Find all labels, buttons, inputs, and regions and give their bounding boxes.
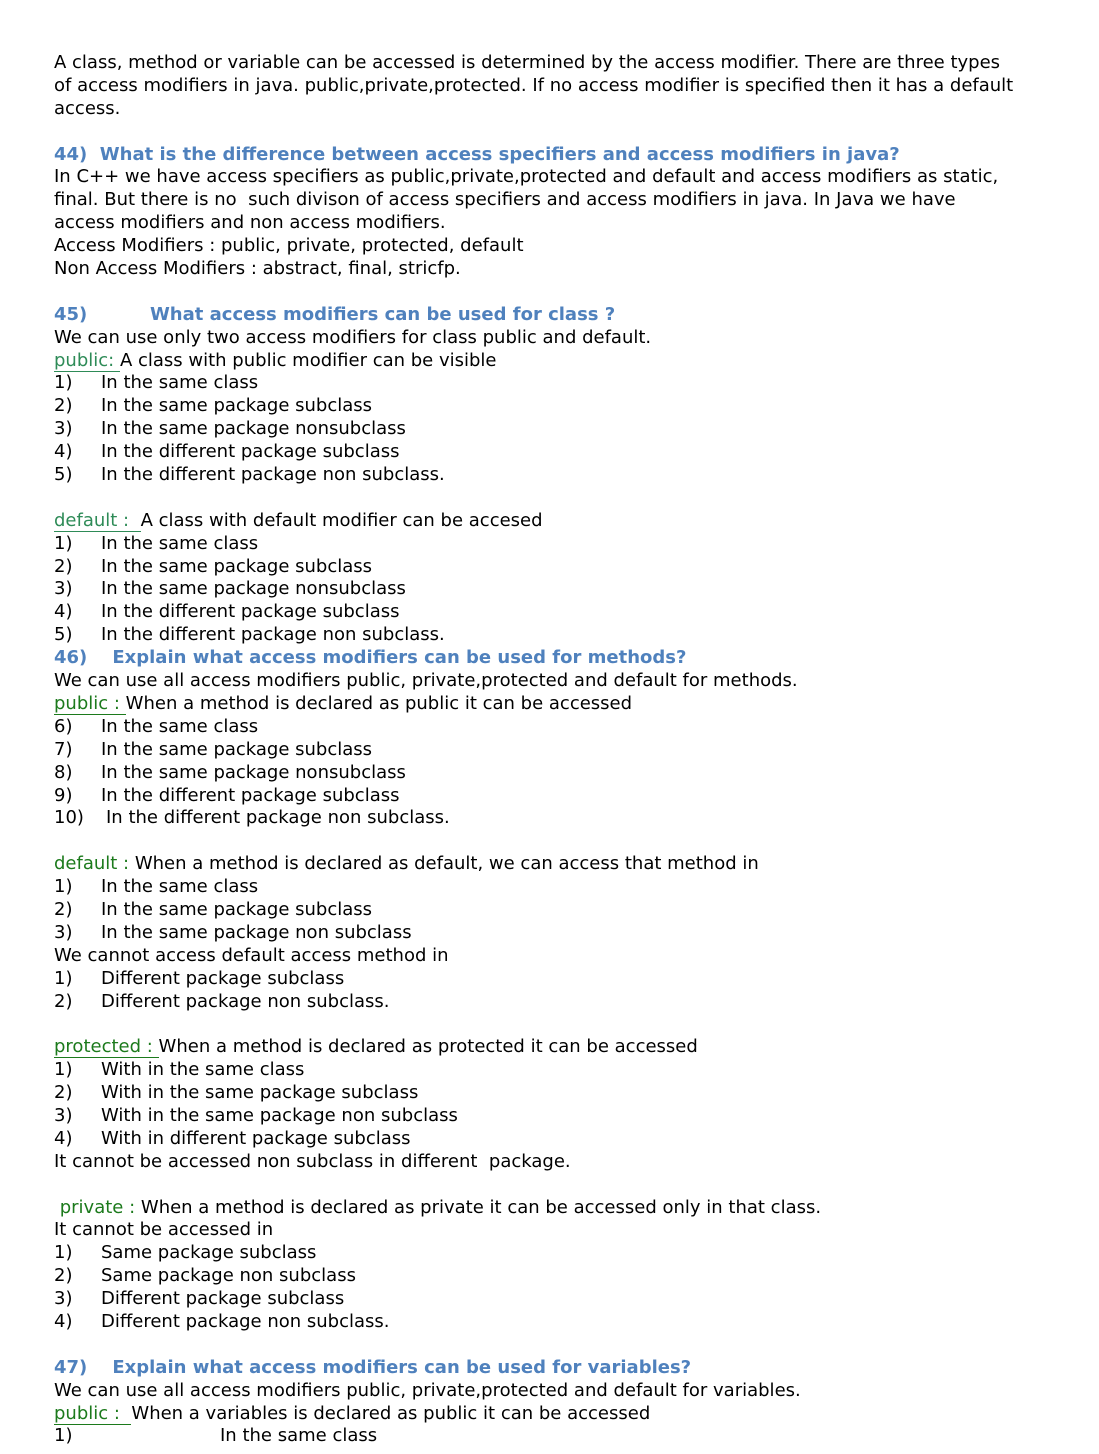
document-page: [54, 52, 1064, 1448]
list-item: 9) In the different package subclass: [54, 784, 400, 806]
modifier-line: [54, 693, 1064, 716]
modifier-description: When a method is declared as private it can be accessed only in that class.: [140, 1196, 822, 1218]
list-item: 3) In the same package non subclass: [54, 921, 412, 943]
question-44-heading: 44) What is the difference between access specifiers and access modifiers in java?: [54, 143, 900, 165]
list-item: 5) In the different package non subclass.: [54, 624, 445, 646]
modifier-description: A class with public modifier can be visible: [119, 349, 497, 371]
answer-line: access modifiers and non access modifiers.: [54, 212, 446, 234]
list-item: 7) In the same package subclass: [54, 738, 373, 760]
modifier-line: [54, 510, 1064, 533]
list-item: 5) In the different package non subclass.: [54, 464, 445, 486]
list-item: 3) Different package subclass: [54, 1288, 345, 1310]
question-45-heading: 45) What access modifiers can be used for class ?: [54, 303, 616, 325]
public-keyword: public:: [54, 349, 120, 371]
answer-line: We cannot access default access method in: [54, 944, 449, 966]
answer-line: Non Access Modifiers : abstract, final, stricfp.: [54, 258, 461, 280]
intro-line: A class, method or variable can be accessed is determined by the access modifier. There are three types: [54, 52, 1001, 73]
intro-line: access.: [54, 97, 121, 119]
private-keyword: private :: [59, 1196, 141, 1218]
list-item: 8) In the same package nonsubclass: [54, 761, 406, 783]
answer-line: We can use all access modifiers public, private,protected and default for methods.: [54, 670, 798, 692]
list-item: 1) In the same class: [54, 876, 259, 898]
list-item: 4) With in different package subclass: [54, 1127, 411, 1149]
modifier-description: When a method is declared as default, we can access that method in: [134, 853, 759, 875]
answer-line: It cannot be accessed in: [54, 1219, 274, 1241]
modifier-description: When a method is declared as public it can be accessed: [125, 692, 633, 714]
answer-line: We can use all access modifiers public, private,protected and default for variables.: [54, 1379, 801, 1401]
modifier-description: A class with default modifier can be accesed: [140, 509, 543, 531]
list-item: 4) In the different package subclass: [54, 601, 400, 623]
modifier-line: [54, 1036, 1064, 1059]
public-keyword: public :: [54, 692, 126, 714]
list-item: 1) In the same class: [54, 1425, 378, 1447]
list-item: 3) In the same package nonsubclass: [54, 418, 406, 440]
list-item: 1) Different package subclass: [54, 967, 345, 989]
protected-keyword: protected :: [54, 1036, 159, 1058]
answer-line: Access Modifiers : public, private, protected, default: [54, 235, 524, 257]
answer-line: We can use only two access modifiers for class public and default.: [54, 326, 652, 348]
modifier-description: When a method is declared as protected it can be accessed: [158, 1036, 698, 1058]
list-item: 2) In the same package subclass: [54, 555, 373, 577]
list-item: 4) Different package non subclass.: [54, 1310, 390, 1332]
list-item: 2) Same package non subclass: [54, 1265, 356, 1287]
public-keyword: public :: [54, 1402, 132, 1424]
intro-line: of access modifiers in java. public,private,protected. If no access modifier is specified then it has a default: [54, 74, 1014, 96]
list-item: 2) In the same package subclass: [54, 395, 373, 417]
list-item: 1) In the same class: [54, 532, 259, 554]
modifier-line: [54, 350, 1064, 373]
list-item: 2) Different package non subclass.: [54, 990, 390, 1012]
list-item: 1) Same package subclass: [54, 1242, 317, 1264]
list-item: 2) In the same package subclass: [54, 898, 373, 920]
modifier-line: [54, 1197, 1064, 1220]
list-item: 3) In the same package nonsubclass: [54, 578, 406, 600]
default-keyword: default :: [54, 853, 135, 875]
answer-line: It cannot be accessed non subclass in different package.: [54, 1150, 571, 1172]
list-item: 2) With in the same package subclass: [54, 1082, 419, 1104]
list-item: 6) In the same class: [54, 715, 259, 737]
question-47-heading: 47) Explain what access modifiers can be used for variables?: [54, 1356, 692, 1378]
question-46-heading: 46) Explain what access modifiers can be used for methods?: [54, 647, 687, 669]
list-item: 10) In the different package non subclass.: [54, 807, 450, 829]
list-item: 3) With in the same package non subclass: [54, 1104, 458, 1126]
default-keyword: default :: [54, 509, 141, 531]
modifier-line: [54, 1403, 1064, 1426]
list-item: 4) In the different package subclass: [54, 441, 400, 463]
list-item: 1) In the same class: [54, 372, 259, 394]
answer-line: final. But there is no such divison of access specifiers and access modifiers in java. In Java we have: [54, 189, 956, 211]
modifier-line: [54, 853, 1064, 876]
modifier-description: When a variables is declared as public it can be accessed: [131, 1402, 651, 1424]
answer-line: In C++ we have access specifiers as public,private,protected and default and access modifiers as static,: [54, 166, 999, 188]
list-item: 1) With in the same class: [54, 1059, 305, 1081]
